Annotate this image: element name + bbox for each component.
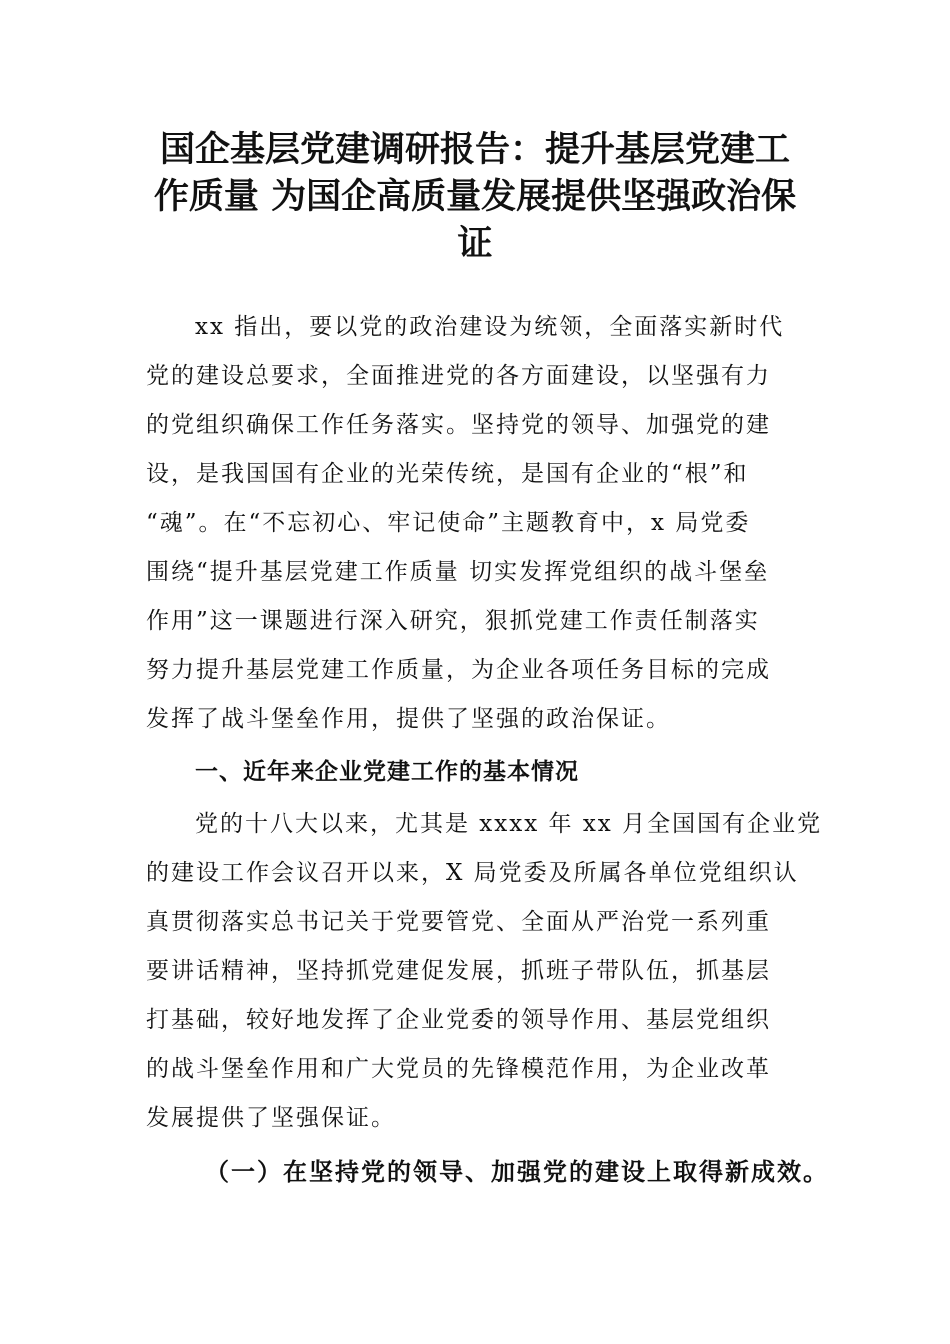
section-heading: 一、近年来企业党建工作的基本情况	[195, 759, 579, 785]
paragraph-line: 发挥了战斗堡垒作用，提供了坚强的政治保证。	[146, 706, 671, 732]
paragraph-line: 的建设工作会议召开以来，X 局党委及所属各单位党组织认	[146, 860, 799, 886]
paragraph-line: 要讲话精神，坚持抓党建促发展，抓班子带队伍，抓基层	[146, 958, 771, 984]
paragraph-line: 党的建设总要求，全面推进党的各方面建设，以坚强有力	[146, 363, 771, 389]
paragraph-line: 真贯彻落实总书记关于党要管党、全面从严治党一系列重	[146, 909, 771, 935]
subsection-heading: （一）在坚持党的领导、加强党的建设上取得新成效。	[205, 1157, 829, 1186]
paragraph-line: xx 指出，要以党的政治建设为统领，全面落实新时代	[195, 314, 785, 340]
paragraph-line: 发展提供了坚强保证。	[146, 1105, 396, 1131]
title-line: 国企基层党建调研报告：提升基层党建工	[159, 130, 790, 170]
paragraph-line: 设，是我国国有企业的光荣传统，是国有企业的“根”和	[146, 461, 749, 487]
paragraph-line: 党的十八大以来，尤其是 xxxx 年 xx 月全国国有企业党	[195, 811, 823, 837]
title-line: 证	[457, 224, 493, 264]
section-paragraph	[146, 800, 823, 1143]
paragraph-line: 围绕“提升基层党建工作质量 切实发挥党组织的战斗堡垒	[146, 559, 770, 585]
paragraph-line: 的党组织确保工作任务落实。坚持党的领导、加强党的建	[146, 412, 771, 438]
paragraph-line: 努力提升基层党建工作质量，为企业各项任务目标的完成	[146, 657, 771, 683]
paragraph-line: “魂”。在“不忘初心、牢记使命”主题教育中，x 局党委	[146, 510, 751, 536]
paragraph-line: 的战斗堡垒作用和广大党员的先锋模范作用，为企业改革	[146, 1056, 771, 1082]
document-title	[100, 127, 850, 268]
title-line: 作质量 为国企高质量发展提供坚强政治保	[153, 177, 797, 217]
paragraph-line: 作用”这一课题进行深入研究，狠抓党建工作责任制落实	[146, 608, 760, 634]
paragraph-line: 打基础，较好地发挥了企业党委的领导作用、基层党组织	[146, 1007, 771, 1033]
intro-paragraph	[146, 303, 806, 744]
